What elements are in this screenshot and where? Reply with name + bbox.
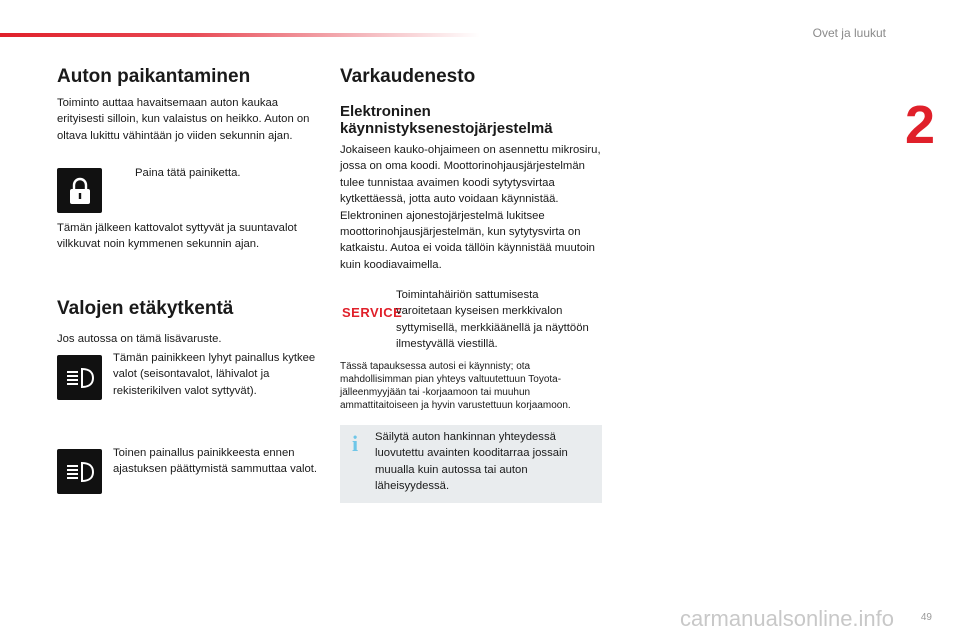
fine-print: Tässä tapauksessa autosi ei käynnisty; ota mahdollisimman pian yhteys valtuutettuun Toyota-jälleenmyyjään tai -korjaamoon tai muuhun ammattitaitoiseen ja hyvin varustettuun korjaamoon. [340, 361, 571, 411]
locating-title: Auton paikantaminen [57, 66, 251, 87]
section-title: Ovet ja luukut [812, 26, 886, 40]
header-accent-bar [0, 33, 480, 37]
watermark: carmanualsonline.info [680, 606, 895, 631]
anti-theft-title: Varkaudenesto [340, 66, 476, 87]
locating-intro: Toiminto auttaa havaitsemaan auton kaukaa erityisesti silloin, kun valaistus on heikko. Auton on oltava lukittu vähintään jo viiden sekunnin ajan. [57, 97, 310, 142]
immobiliser-body: Jokaiseen kauko-ohjaimeen on asennettu mikrosiru, jossa on oma koodi. Moottorinohjausjärjestelmän tulee tunnistaa avaimen koodi sytytysvirtaa kytkettäessä, jotta auto voidaan käynnistää. Elektroninen ajonestojärjestelmä lukitsee moottorinohjausjärjestelmän, kun sytytysvirta on katkaistu. Autoa ei voida tällöin käynnistää muutoin kuin koodiavaimella. [340, 144, 601, 271]
immobiliser-subtitle: Elektroninen käynnistyksenestojärjestelmä [340, 103, 553, 137]
headlight-button-icon-2 [57, 449, 102, 494]
service-text: Toimintahäiriön sattumisesta varoitetaan kyseisen merkkivalon syttymisellä, merkkiäänellä ja näyttöön ilmestyvällä viestillä. [396, 289, 589, 351]
chapter-number: 2 [905, 95, 936, 155]
info-icon: i [352, 431, 359, 456]
locating-bullet-text: Paina tätä painiketta. [135, 167, 241, 179]
info-box [340, 425, 602, 503]
headlight-button-icon [57, 355, 102, 400]
locating-after-text: Tämän jälkeen kattovalot syttyvät ja suuntavalot vilkkuvat noin kymmenen sekunnin ajan. [57, 222, 297, 251]
press-short-text: Tämän painikkeen lyhyt painallus kytkee valot (seisontavalot, lähivalot ja rekisterikilven valot syttyvät). [113, 352, 316, 397]
remote-lights-note: Jos autossa on tämä lisävaruste. [57, 333, 222, 345]
info-text: Säilytä auton hankinnan yhteydessä luovutettu avainten kooditarraa jossain muualla kuin autossa tai auton läheisyydessä. [375, 431, 568, 493]
service-warning-icon: SERVICE [342, 305, 403, 320]
press-again-text: Toinen painallus painikkeesta ennen ajastuksen päättymistä sammuttaa valot. [113, 447, 318, 476]
headlight-icon [64, 366, 96, 390]
lock-icon [66, 176, 94, 206]
page-number: 49 [920, 612, 932, 623]
headlight-icon [64, 460, 96, 484]
lock-button-icon [57, 168, 102, 213]
remote-lights-title: Valojen etäkytkentä [57, 298, 234, 319]
